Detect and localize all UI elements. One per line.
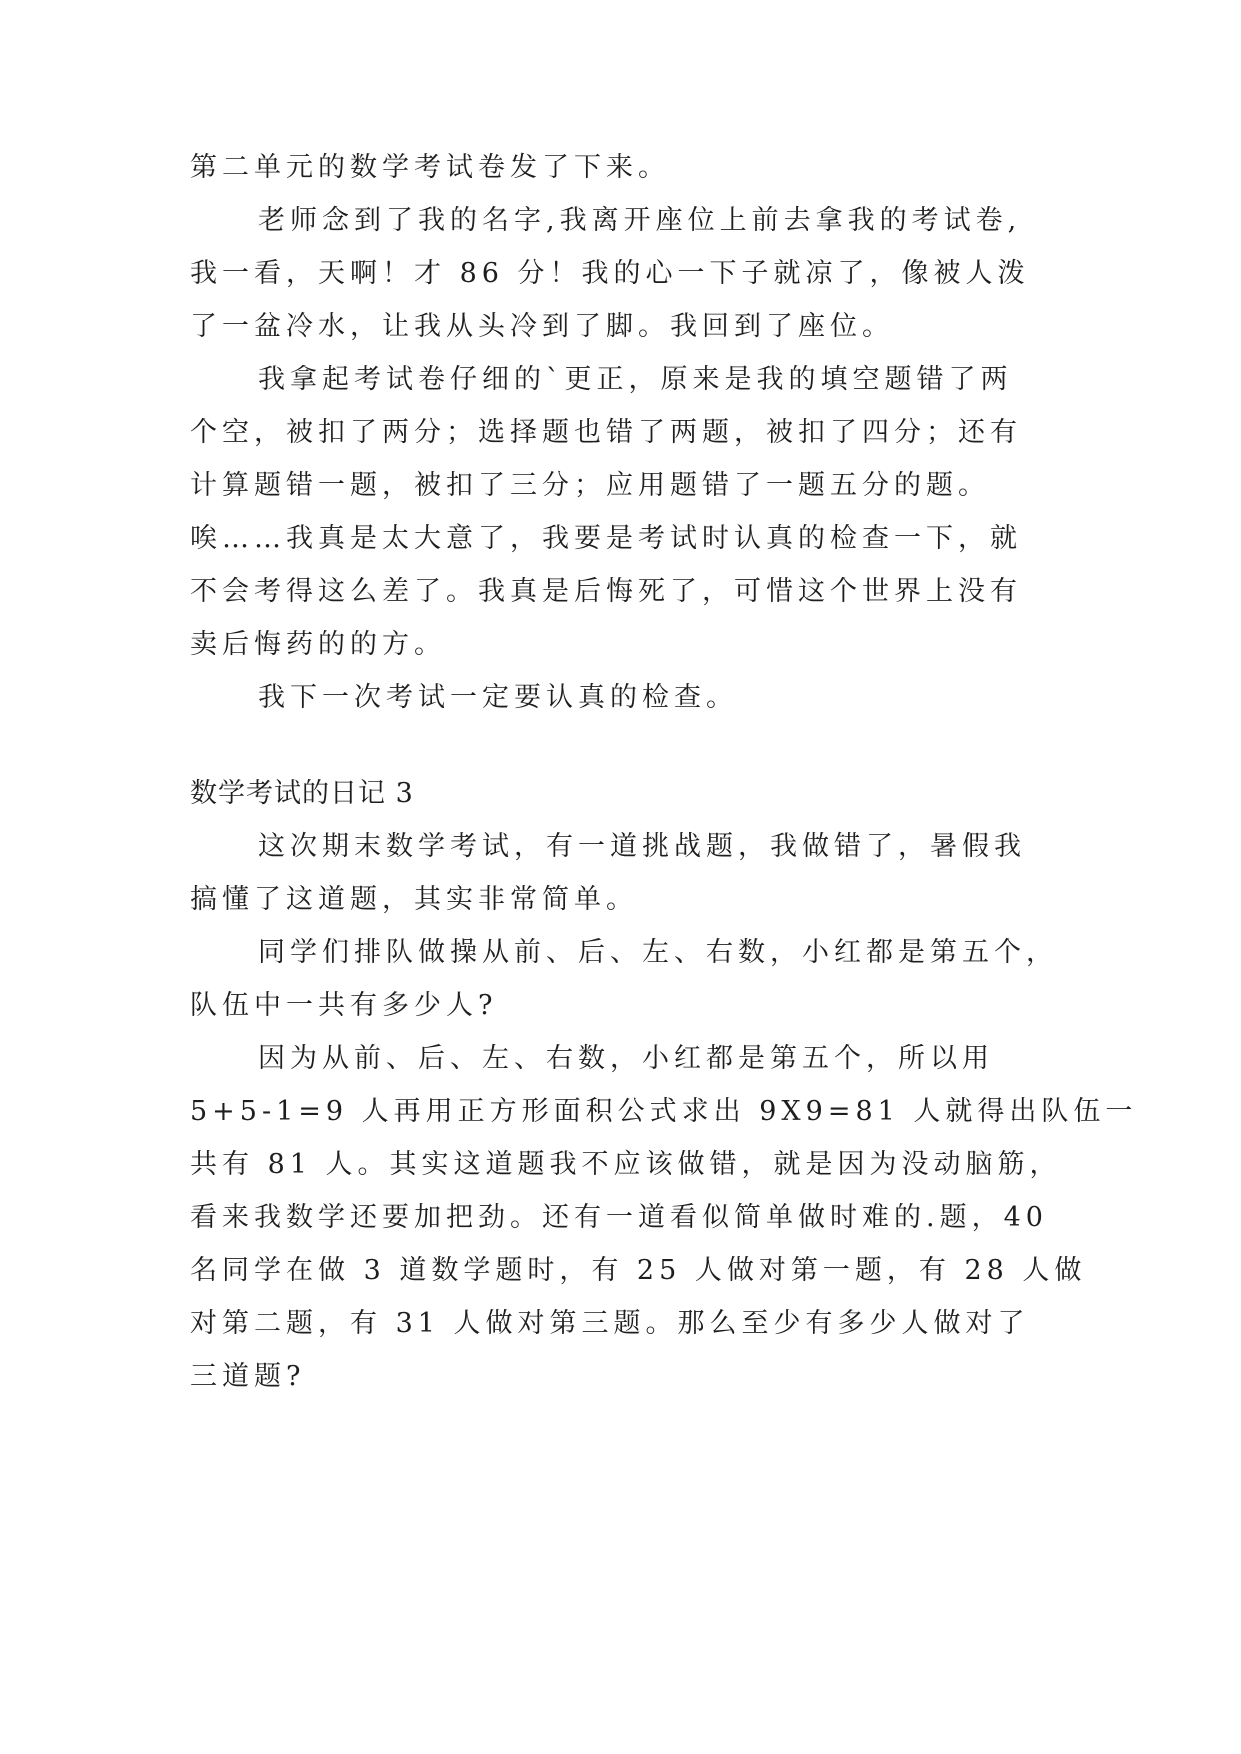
text-line: 名同学在做 3 道数学题时，有 25 人做对第一题，有 28 人做	[190, 1255, 1087, 1286]
text-line: 我一看，天啊！才 86 分！我的心一下子就凉了，像被人泼	[190, 258, 1030, 289]
text-line: 队伍中一共有多少人?	[190, 990, 498, 1021]
text-line: 因为从前、后、左、右数，小红都是第五个，所以用	[258, 1043, 994, 1074]
text-line: 这次期末数学考试，有一道挑战题，我做错了，暑假我	[258, 831, 1026, 862]
text-line: 计算题错一题，被扣了三分；应用题错了一题五分的题。	[190, 470, 990, 501]
text-line: 搞懂了这道题，其实非常简单。	[190, 884, 638, 915]
text-line: 对第二题，有 31 人做对第三题。那么至少有多少人做对了	[190, 1308, 1030, 1339]
text-line: 三道题?	[190, 1361, 306, 1392]
text-line: 看来我数学还要加把劲。还有一道看似简单做时难的.题，40	[190, 1202, 1048, 1233]
text-line: 共有 81 人。其实这道题我不应该做错，就是因为没动脑筋，	[190, 1149, 1062, 1180]
section-title: 数学考试的日记 3	[190, 778, 414, 809]
text-line: 第二单元的数学考试卷发了下来。	[190, 152, 670, 183]
text-line: 不会考得这么差了。我真是后悔死了，可惜这个世界上没有	[190, 576, 1022, 607]
text-line: 5+5-1=9 人再用正方形面积公式求出 9X9=81 人就得出队伍一	[190, 1096, 1138, 1127]
text-line: 我拿起考试卷仔细的`更正，原来是我的填空题错了两	[258, 364, 1013, 395]
text-line: 唉……我真是太大意了，我要是考试时认真的检查一下，就	[190, 523, 1022, 554]
text-line: 了一盆冷水，让我从头冷到了脚。我回到了座位。	[190, 311, 894, 342]
text-line: 老师念到了我的名字,我离开座位上前去拿我的考试卷,	[258, 205, 1022, 236]
text-line: 个空，被扣了两分；选择题也错了两题，被扣了四分；还有	[190, 417, 1022, 448]
text-line: 同学们排队做操从前、后、左、右数，小红都是第五个，	[258, 937, 1058, 968]
text-line: 我下一次考试一定要认真的检查。	[258, 682, 738, 713]
text-line: 卖后悔药的的方。	[190, 629, 446, 660]
